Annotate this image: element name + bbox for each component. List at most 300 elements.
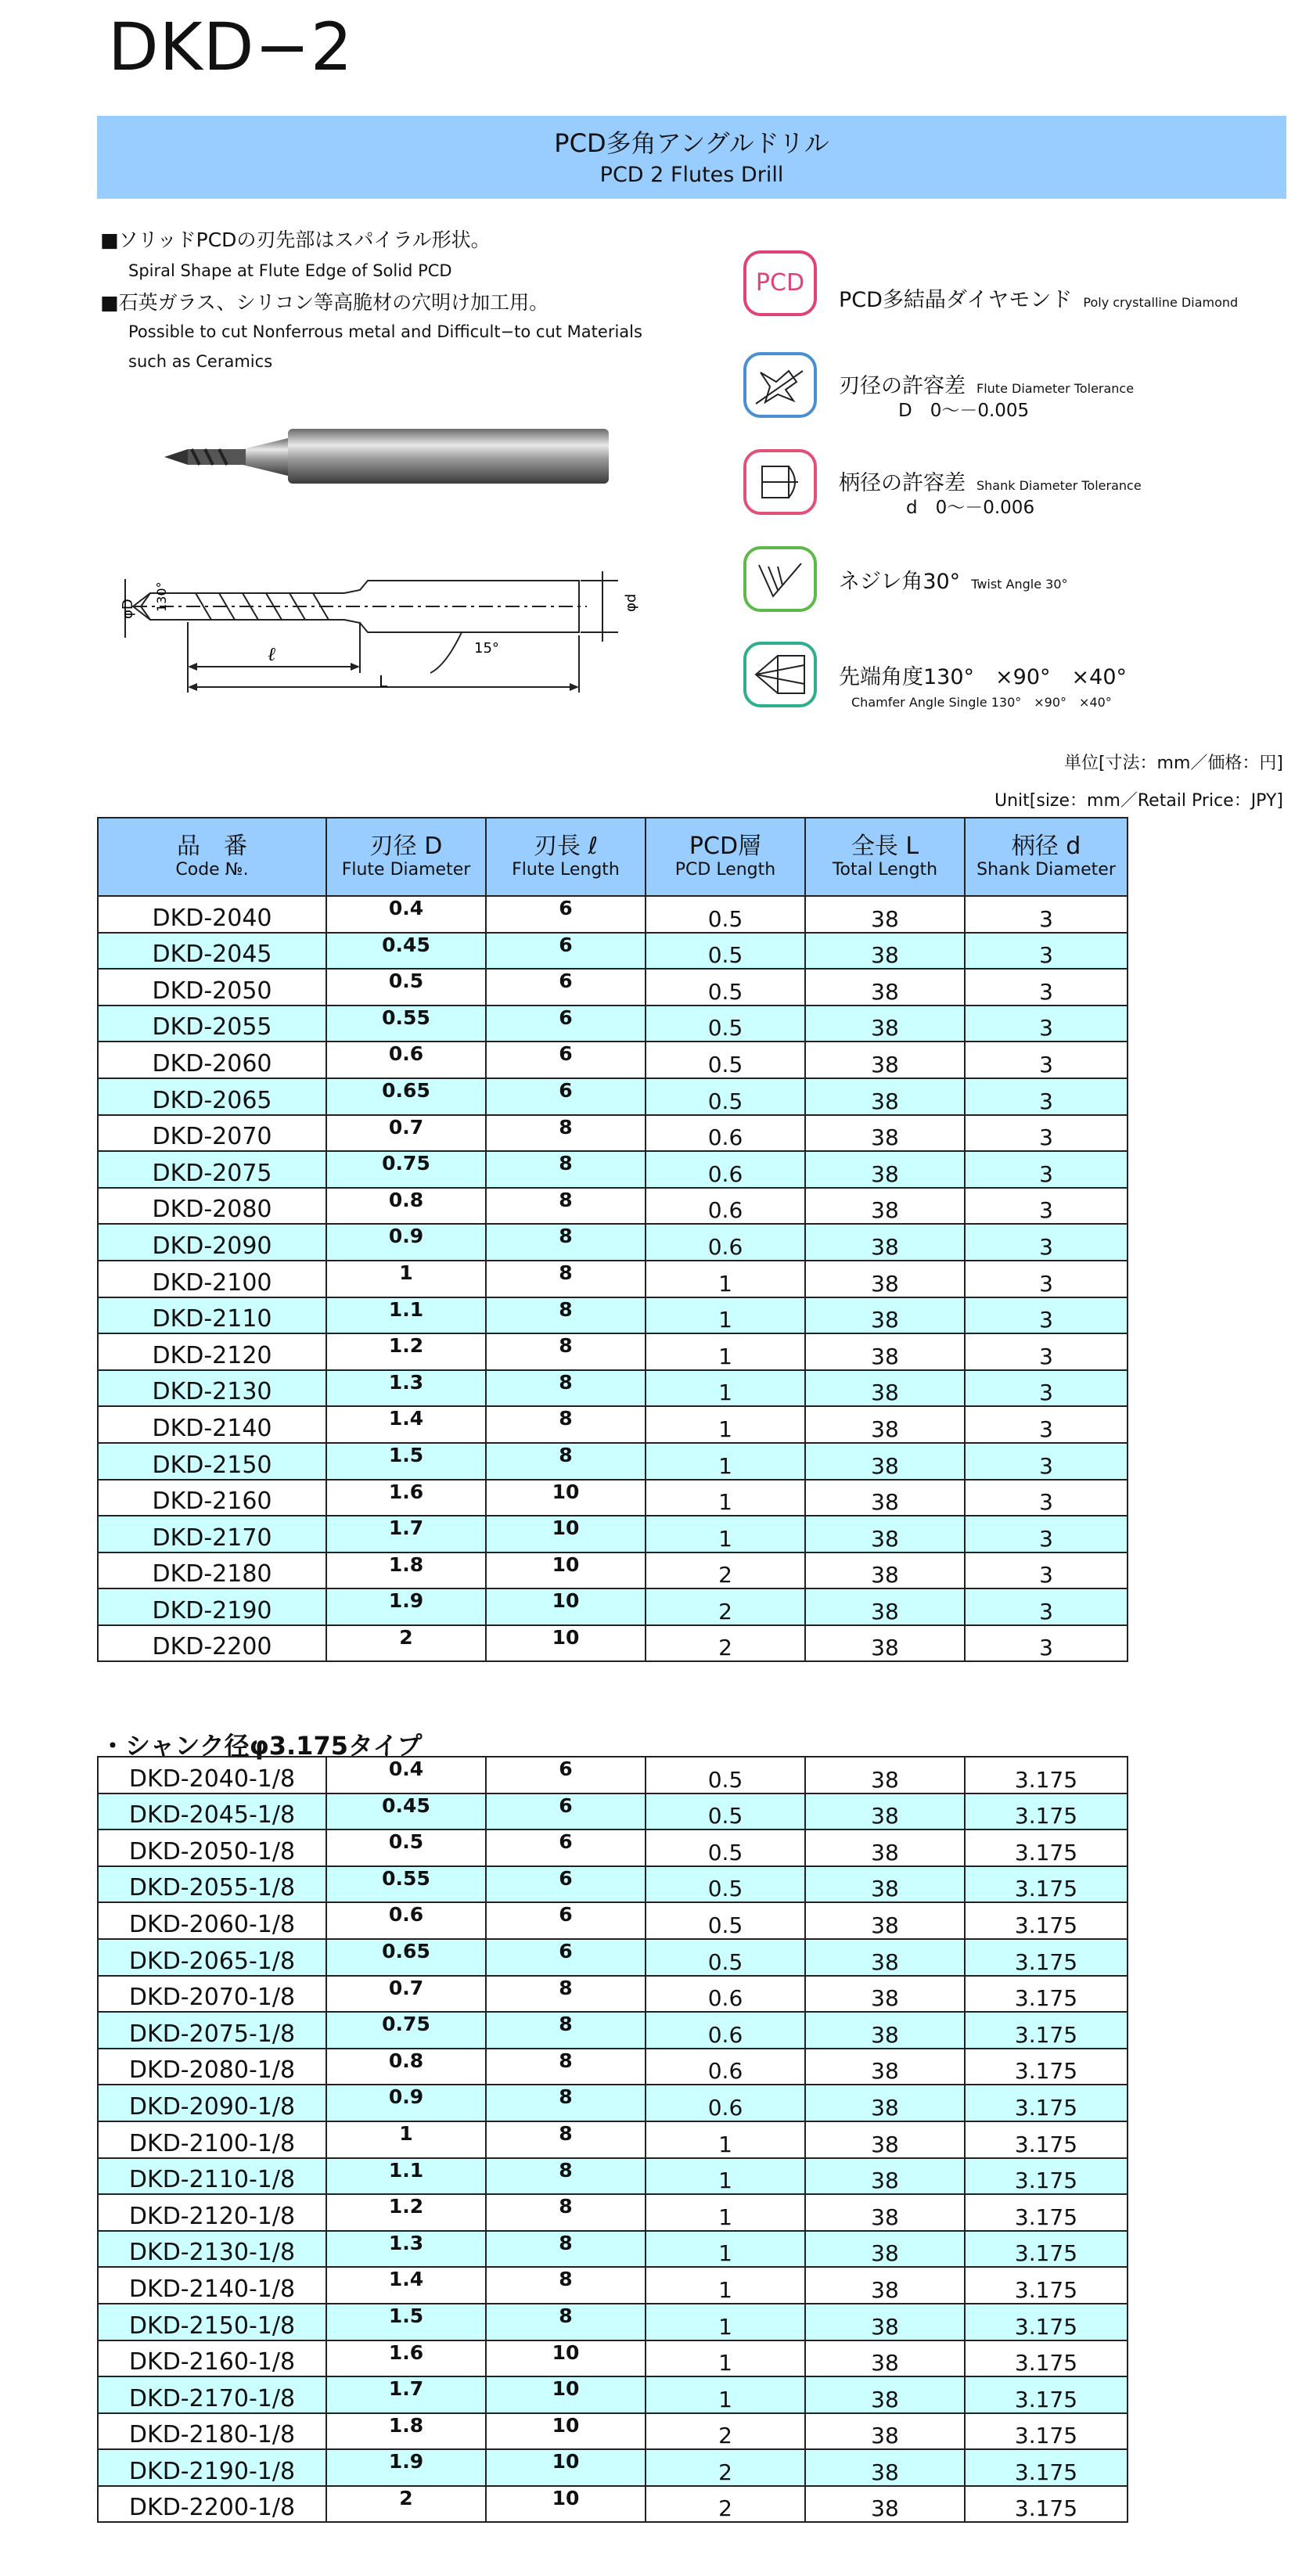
cell-total-length: 38 xyxy=(805,1115,965,1152)
header-flute-length-jp: 刃長 ℓ xyxy=(534,832,598,860)
cell-flute-diameter: 0.55 xyxy=(326,1866,486,1903)
cell-flute-diameter: 1.9 xyxy=(326,2449,486,2486)
cell-code: DKD-2140 xyxy=(98,1406,326,1443)
feature-2-en1: Possible to cut Nonferrous metal and Difficult−to cut Materials xyxy=(128,322,642,341)
table-row xyxy=(98,1625,1128,1662)
cell-shank-diameter: 3.175 xyxy=(965,2376,1128,2413)
twist-angle-label-en: Twist Angle 30° xyxy=(971,577,1068,592)
cell-pcd-length: 2 xyxy=(646,1552,805,1589)
table-row xyxy=(98,1188,1128,1225)
cell-shank-diameter: 3.175 xyxy=(965,1902,1128,1939)
cell-flute-length: 10 xyxy=(486,2449,646,2486)
cell-shank-diameter: 3 xyxy=(965,1297,1128,1334)
cell-flute-diameter: 0.45 xyxy=(326,933,486,970)
label-L: L xyxy=(379,672,388,691)
cell-code: DKD-2140-1/8 xyxy=(98,2267,326,2304)
cell-total-length: 38 xyxy=(805,969,965,1006)
cell-flute-diameter: 0.9 xyxy=(326,1224,486,1261)
twist-angle-icon xyxy=(743,546,817,612)
chamfer-angle-sub: Chamfer Angle Single 130° ×90° ×40° xyxy=(851,695,1112,710)
cell-pcd-length: 1 xyxy=(646,1516,805,1552)
cell-flute-diameter: 0.55 xyxy=(326,1006,486,1042)
cell-flute-diameter: 1 xyxy=(326,2121,486,2158)
cell-flute-length: 6 xyxy=(486,969,646,1006)
cell-pcd-length: 0.6 xyxy=(646,1151,805,1188)
cell-pcd-length: 2 xyxy=(646,2413,805,2450)
header-pcd-length xyxy=(646,818,805,896)
cell-shank-diameter: 3 xyxy=(965,1224,1128,1261)
cell-total-length: 38 xyxy=(805,1588,965,1625)
cell-flute-length: 8 xyxy=(486,2158,646,2195)
cell-code: DKD-2200-1/8 xyxy=(98,2486,326,2523)
cell-code: DKD-2045-1/8 xyxy=(98,1793,326,1830)
cell-shank-diameter: 3 xyxy=(965,1625,1128,1662)
cell-pcd-length: 1 xyxy=(646,2158,805,2195)
chamfer-angle-label: 先端角度130° ×90° ×40° xyxy=(839,665,1127,689)
cell-code: DKD-2080-1/8 xyxy=(98,2049,326,2085)
cell-shank-diameter: 3 xyxy=(965,1078,1128,1115)
cell-code: DKD-2120-1/8 xyxy=(98,2194,326,2231)
shank-tolerance-label-en: Shank Diameter Tolerance xyxy=(977,478,1142,493)
cell-total-length: 38 xyxy=(805,2049,965,2085)
cell-flute-diameter: 1.6 xyxy=(326,1480,486,1516)
cell-shank-diameter: 3.175 xyxy=(965,1939,1128,1976)
table-row xyxy=(98,2158,1128,2195)
cell-flute-diameter: 1.4 xyxy=(326,1406,486,1443)
cell-flute-diameter: 1 xyxy=(326,1261,486,1297)
cell-flute-diameter: 1.7 xyxy=(326,2376,486,2413)
cell-total-length: 38 xyxy=(805,1370,965,1407)
cell-code: DKD-2100 xyxy=(98,1261,326,1297)
drill-photo xyxy=(156,415,626,493)
cell-total-length: 38 xyxy=(805,1188,965,1225)
cell-shank-diameter: 3.175 xyxy=(965,2413,1128,2450)
cell-total-length: 38 xyxy=(805,1224,965,1261)
cell-flute-length: 8 xyxy=(486,2304,646,2340)
feature-2: ■石英ガラス、シリコン等高脆材の穴明け加工用。 xyxy=(100,291,549,314)
cell-flute-length: 10 xyxy=(486,1516,646,1552)
cell-shank-diameter: 3 xyxy=(965,896,1128,933)
feature-2-en2: such as Ceramics xyxy=(128,352,273,371)
cell-total-length: 38 xyxy=(805,2231,965,2268)
cell-total-length: 38 xyxy=(805,1976,965,2013)
label-130deg: 130° xyxy=(154,581,169,612)
cell-shank-diameter: 3.175 xyxy=(965,2231,1128,2268)
cell-total-length: 38 xyxy=(805,1443,965,1480)
chamfer-angle-icon xyxy=(743,642,817,707)
cell-pcd-length: 1 xyxy=(646,1480,805,1516)
cell-pcd-length: 2 xyxy=(646,1588,805,1625)
cell-pcd-length: 0.6 xyxy=(646,2049,805,2085)
table-row xyxy=(98,2267,1128,2304)
shank-tolerance-icon xyxy=(743,449,817,515)
cell-flute-diameter: 0.6 xyxy=(326,1902,486,1939)
header-total-length-en: Total Length xyxy=(832,860,938,880)
cell-pcd-length: 0.5 xyxy=(646,1078,805,1115)
cell-pcd-length: 1 xyxy=(646,1370,805,1407)
cell-flute-diameter: 0.4 xyxy=(326,1757,486,1793)
cell-code: DKD-2050-1/8 xyxy=(98,1829,326,1866)
label-phiD: φD xyxy=(120,599,136,619)
cell-total-length: 38 xyxy=(805,1939,965,1976)
flute-tolerance-label: 刃径の許容差 xyxy=(839,374,966,398)
cell-shank-diameter: 3 xyxy=(965,1042,1128,1078)
cell-flute-length: 8 xyxy=(486,2267,646,2304)
cell-total-length: 38 xyxy=(805,2267,965,2304)
cell-code: DKD-2090-1/8 xyxy=(98,2085,326,2121)
cell-pcd-length: 1 xyxy=(646,1333,805,1370)
cell-flute-length: 8 xyxy=(486,1297,646,1334)
cell-total-length: 38 xyxy=(805,2194,965,2231)
cell-code: DKD-2060 xyxy=(98,1042,326,1078)
spec-table-3175 xyxy=(97,1756,1128,2523)
cell-shank-diameter: 3 xyxy=(965,1406,1128,1443)
cell-flute-diameter: 1.9 xyxy=(326,1588,486,1625)
cell-shank-diameter: 3 xyxy=(965,1115,1128,1152)
table-row xyxy=(98,1151,1128,1188)
table-row xyxy=(98,1939,1128,1976)
cell-code: DKD-2040 xyxy=(98,896,326,933)
table-row xyxy=(98,1406,1128,1443)
pcd-label: PCD多結晶ダイヤモンド xyxy=(839,288,1073,312)
cell-pcd-length: 1 xyxy=(646,2194,805,2231)
table-row xyxy=(98,2413,1128,2450)
table-row xyxy=(98,1793,1128,1830)
table-row xyxy=(98,1006,1128,1042)
table-row xyxy=(98,1757,1128,1793)
cell-flute-length: 6 xyxy=(486,1006,646,1042)
cell-code: DKD-2065-1/8 xyxy=(98,1939,326,1976)
cell-code: DKD-2190 xyxy=(98,1588,326,1625)
units-en: Unit[size：mm／Retail Price：JPY] xyxy=(994,791,1283,811)
cell-flute-length: 8 xyxy=(486,2085,646,2121)
cell-flute-diameter: 1.3 xyxy=(326,2231,486,2268)
cell-flute-length: 8 xyxy=(486,2231,646,2268)
header-flute-diameter-en: Flute Diameter xyxy=(341,860,471,880)
cell-total-length: 38 xyxy=(805,1516,965,1552)
cell-code: DKD-2170 xyxy=(98,1516,326,1552)
cell-flute-length: 6 xyxy=(486,1902,646,1939)
cell-flute-diameter: 0.6 xyxy=(326,1042,486,1078)
label-phid: φd xyxy=(623,593,639,612)
cell-shank-diameter: 3 xyxy=(965,1443,1128,1480)
cell-code: DKD-2180-1/8 xyxy=(98,2413,326,2450)
cell-total-length: 38 xyxy=(805,1406,965,1443)
cell-code: DKD-2080 xyxy=(98,1188,326,1225)
table-row xyxy=(98,1588,1128,1625)
cell-shank-diameter: 3.175 xyxy=(965,2449,1128,2486)
table-row xyxy=(98,969,1128,1006)
cell-shank-diameter: 3 xyxy=(965,1333,1128,1370)
section-title-shank-3175: ・シャンク径φ3.175タイプ xyxy=(100,1731,423,1761)
cell-pcd-length: 1 xyxy=(646,2231,805,2268)
header-flute-diameter xyxy=(326,818,486,896)
header-code xyxy=(98,818,326,896)
cell-pcd-length: 1 xyxy=(646,1443,805,1480)
cell-total-length: 38 xyxy=(805,1261,965,1297)
cell-flute-length: 10 xyxy=(486,2413,646,2450)
cell-flute-length: 6 xyxy=(486,896,646,933)
cell-code: DKD-2055-1/8 xyxy=(98,1866,326,1903)
cell-pcd-length: 1 xyxy=(646,1261,805,1297)
table-row xyxy=(98,2231,1128,2268)
cell-code: DKD-2190-1/8 xyxy=(98,2449,326,2486)
cell-flute-diameter: 1.1 xyxy=(326,2158,486,2195)
cell-code: DKD-2040-1/8 xyxy=(98,1757,326,1793)
shank-tolerance-value: d 0〜－0.006 xyxy=(906,498,1035,518)
cell-flute-diameter: 0.5 xyxy=(326,1829,486,1866)
cell-total-length: 38 xyxy=(805,1078,965,1115)
cell-flute-diameter: 0.65 xyxy=(326,1078,486,1115)
cell-code: DKD-2050 xyxy=(98,969,326,1006)
header-flute-length xyxy=(486,818,646,896)
table-row xyxy=(98,2121,1128,2158)
table-row xyxy=(98,1333,1128,1370)
cell-flute-diameter: 2 xyxy=(326,2486,486,2523)
table-row xyxy=(98,2012,1128,2049)
table-row xyxy=(98,2304,1128,2340)
cell-flute-diameter: 0.7 xyxy=(326,1115,486,1152)
cell-flute-length: 8 xyxy=(486,1406,646,1443)
cell-pcd-length: 1 xyxy=(646,2267,805,2304)
header-flute-length-en: Flute Length xyxy=(512,860,620,880)
cell-pcd-length: 0.5 xyxy=(646,1902,805,1939)
cell-shank-diameter: 3 xyxy=(965,1480,1128,1516)
cell-pcd-length: 0.5 xyxy=(646,1042,805,1078)
cell-code: DKD-2120 xyxy=(98,1333,326,1370)
cell-flute-length: 6 xyxy=(486,1078,646,1115)
table-row xyxy=(98,2449,1128,2486)
cell-shank-diameter: 3 xyxy=(965,1588,1128,1625)
cell-flute-diameter: 0.45 xyxy=(326,1793,486,1830)
cell-code: DKD-2200 xyxy=(98,1625,326,1662)
cell-shank-diameter: 3.175 xyxy=(965,2121,1128,2158)
table-row xyxy=(98,1078,1128,1115)
cell-total-length: 38 xyxy=(805,1793,965,1830)
table-row xyxy=(98,2049,1128,2085)
cell-flute-length: 6 xyxy=(486,1042,646,1078)
header-total-length-jp: 全長 L xyxy=(851,832,919,860)
cell-shank-diameter: 3 xyxy=(965,1006,1128,1042)
spec-table-main xyxy=(97,817,1128,1662)
cell-total-length: 38 xyxy=(805,1006,965,1042)
cell-flute-diameter: 1.8 xyxy=(326,2413,486,2450)
cell-pcd-length: 0.5 xyxy=(646,896,805,933)
cell-shank-diameter: 3.175 xyxy=(965,1976,1128,2013)
cell-pcd-length: 0.5 xyxy=(646,1866,805,1903)
cell-total-length: 38 xyxy=(805,2121,965,2158)
header-pcd-length-en: PCD Length xyxy=(674,860,776,880)
cell-flute-length: 6 xyxy=(486,1757,646,1793)
cell-shank-diameter: 3 xyxy=(965,1552,1128,1589)
cell-code: DKD-2075-1/8 xyxy=(98,2012,326,2049)
cell-code: DKD-2045 xyxy=(98,933,326,970)
cell-total-length: 38 xyxy=(805,933,965,970)
cell-flute-length: 6 xyxy=(486,1829,646,1866)
cell-flute-length: 8 xyxy=(486,1151,646,1188)
cell-code: DKD-2075 xyxy=(98,1151,326,1188)
cell-total-length: 38 xyxy=(805,1042,965,1078)
flute-tolerance-value: D 0〜－0.005 xyxy=(898,401,1030,421)
cell-flute-length: 10 xyxy=(486,2340,646,2377)
cell-shank-diameter: 3.175 xyxy=(965,2194,1128,2231)
cell-flute-length: 6 xyxy=(486,1793,646,1830)
cell-pcd-length: 0.5 xyxy=(646,1006,805,1042)
cell-flute-length: 8 xyxy=(486,1443,646,1480)
cell-total-length: 38 xyxy=(805,2340,965,2377)
cell-code: DKD-2150-1/8 xyxy=(98,2304,326,2340)
cell-shank-diameter: 3.175 xyxy=(965,2340,1128,2377)
table-row xyxy=(98,1297,1128,1334)
cell-code: DKD-2055 xyxy=(98,1006,326,1042)
cell-flute-diameter: 0.75 xyxy=(326,2012,486,2049)
cell-shank-diameter: 3.175 xyxy=(965,2267,1128,2304)
table-row xyxy=(98,1370,1128,1407)
cell-total-length: 38 xyxy=(805,1757,965,1793)
cell-flute-length: 6 xyxy=(486,933,646,970)
cell-shank-diameter: 3 xyxy=(965,933,1128,970)
table-row xyxy=(98,1480,1128,1516)
cell-shank-diameter: 3.175 xyxy=(965,2486,1128,2523)
cell-total-length: 38 xyxy=(805,2304,965,2340)
cell-code: DKD-2130 xyxy=(98,1370,326,1407)
header-code-jp: 品 番 xyxy=(177,832,247,860)
label-ell: ℓ xyxy=(268,643,275,665)
header-pcd-length-jp: PCD層 xyxy=(689,832,762,860)
feature-1-en: Spiral Shape at Flute Edge of Solid PCD xyxy=(128,261,452,280)
cell-flute-length: 8 xyxy=(486,1333,646,1370)
cell-pcd-length: 0.5 xyxy=(646,1757,805,1793)
cell-flute-length: 8 xyxy=(486,2121,646,2158)
cell-code: DKD-2130-1/8 xyxy=(98,2231,326,2268)
table-row xyxy=(98,1829,1128,1866)
cell-pcd-length: 0.6 xyxy=(646,1115,805,1152)
cell-total-length: 38 xyxy=(805,2486,965,2523)
table-row xyxy=(98,2340,1128,2377)
shank-tolerance-label: 柄径の許容差 xyxy=(839,471,966,495)
feature-1: ■ソリッドPCDの刃先部はスパイラル形状。 xyxy=(100,228,491,251)
cell-pcd-length: 2 xyxy=(646,1625,805,1662)
cell-shank-diameter: 3.175 xyxy=(965,1866,1128,1903)
cell-pcd-length: 1 xyxy=(646,2376,805,2413)
cell-flute-diameter: 1.7 xyxy=(326,1516,486,1552)
cell-flute-diameter: 1.3 xyxy=(326,1370,486,1407)
table-row xyxy=(98,1552,1128,1589)
cell-pcd-length: 0.6 xyxy=(646,1976,805,2013)
cell-pcd-length: 0.6 xyxy=(646,2012,805,2049)
cell-flute-length: 8 xyxy=(486,2049,646,2085)
table-row xyxy=(98,896,1128,933)
table-row xyxy=(98,2376,1128,2413)
table-row xyxy=(98,1443,1128,1480)
cell-total-length: 38 xyxy=(805,1333,965,1370)
table-row xyxy=(98,1516,1128,1552)
cell-flute-diameter: 0.9 xyxy=(326,2085,486,2121)
title-banner xyxy=(97,116,1286,199)
cell-total-length: 38 xyxy=(805,1297,965,1334)
cell-flute-diameter: 1.8 xyxy=(326,1552,486,1589)
cell-flute-length: 10 xyxy=(486,2376,646,2413)
header-code-en: Code №. xyxy=(175,860,249,880)
cell-flute-length: 8 xyxy=(486,1115,646,1152)
table-row xyxy=(98,1261,1128,1297)
cell-flute-length: 8 xyxy=(486,1976,646,2013)
cell-flute-length: 10 xyxy=(486,1588,646,1625)
cell-shank-diameter: 3.175 xyxy=(965,1757,1128,1793)
cell-pcd-length: 1 xyxy=(646,2340,805,2377)
table-row xyxy=(98,933,1128,970)
cell-total-length: 38 xyxy=(805,2449,965,2486)
dimension-drawing xyxy=(102,563,665,704)
cell-pcd-length: 1 xyxy=(646,2121,805,2158)
flute-tolerance-label-en: Flute Diameter Tolerance xyxy=(977,381,1135,396)
cell-shank-diameter: 3.175 xyxy=(965,2085,1128,2121)
table-row xyxy=(98,2085,1128,2121)
cell-code: DKD-2170-1/8 xyxy=(98,2376,326,2413)
pcd-icon xyxy=(743,250,817,316)
cell-flute-length: 10 xyxy=(486,1625,646,1662)
cell-flute-length: 8 xyxy=(486,2012,646,2049)
label-15deg: 15° xyxy=(474,640,499,657)
table-row xyxy=(98,1115,1128,1152)
cell-total-length: 38 xyxy=(805,2376,965,2413)
table-row xyxy=(98,1866,1128,1903)
cell-flute-diameter: 1.2 xyxy=(326,1333,486,1370)
cell-code: DKD-2160-1/8 xyxy=(98,2340,326,2377)
cell-pcd-length: 0.5 xyxy=(646,1793,805,1830)
cell-shank-diameter: 3 xyxy=(965,1261,1128,1297)
cell-total-length: 38 xyxy=(805,1151,965,1188)
cell-flute-length: 6 xyxy=(486,1866,646,1903)
cell-pcd-length: 0.6 xyxy=(646,1224,805,1261)
cell-total-length: 38 xyxy=(805,2012,965,2049)
cell-pcd-length: 0.5 xyxy=(646,1829,805,1866)
cell-flute-diameter: 0.8 xyxy=(326,2049,486,2085)
table-row xyxy=(98,1902,1128,1939)
cell-pcd-length: 0.6 xyxy=(646,2085,805,2121)
cell-flute-length: 6 xyxy=(486,1939,646,1976)
pcd-label-en: Poly crystalline Diamond xyxy=(1083,295,1239,310)
units-jp: 単位[寸法：mm／価格：円] xyxy=(1063,754,1283,773)
header-shank-diameter-en: Shank Diameter xyxy=(977,860,1116,880)
cell-flute-length: 8 xyxy=(486,2194,646,2231)
cell-code: DKD-2090 xyxy=(98,1224,326,1261)
table-row xyxy=(98,2194,1128,2231)
cell-pcd-length: 1 xyxy=(646,2304,805,2340)
cell-shank-diameter: 3 xyxy=(965,1151,1128,1188)
header-total-length xyxy=(805,818,965,896)
cell-flute-diameter: 0.65 xyxy=(326,1939,486,1976)
header-shank-diameter-jp: 柄径 d xyxy=(1011,832,1081,860)
cell-shank-diameter: 3.175 xyxy=(965,1793,1128,1830)
cell-pcd-length: 0.5 xyxy=(646,1939,805,1976)
cell-total-length: 38 xyxy=(805,2413,965,2450)
banner-title-en: PCD 2 Flutes Drill xyxy=(599,163,784,187)
cell-code: DKD-2180 xyxy=(98,1552,326,1589)
cell-shank-diameter: 3.175 xyxy=(965,1829,1128,1866)
cell-pcd-length: 0.6 xyxy=(646,1188,805,1225)
cell-total-length: 38 xyxy=(805,1552,965,1589)
cell-flute-length: 8 xyxy=(486,1370,646,1407)
cell-shank-diameter: 3 xyxy=(965,1188,1128,1225)
cell-code: DKD-2065 xyxy=(98,1078,326,1115)
pcd-icon-glyph: PCD xyxy=(755,269,805,297)
cell-code: DKD-2070 xyxy=(98,1115,326,1152)
cell-flute-diameter: 0.7 xyxy=(326,1976,486,2013)
cell-flute-diameter: 1.1 xyxy=(326,1297,486,1334)
cell-pcd-length: 1 xyxy=(646,1406,805,1443)
cell-shank-diameter: 3 xyxy=(965,1516,1128,1552)
